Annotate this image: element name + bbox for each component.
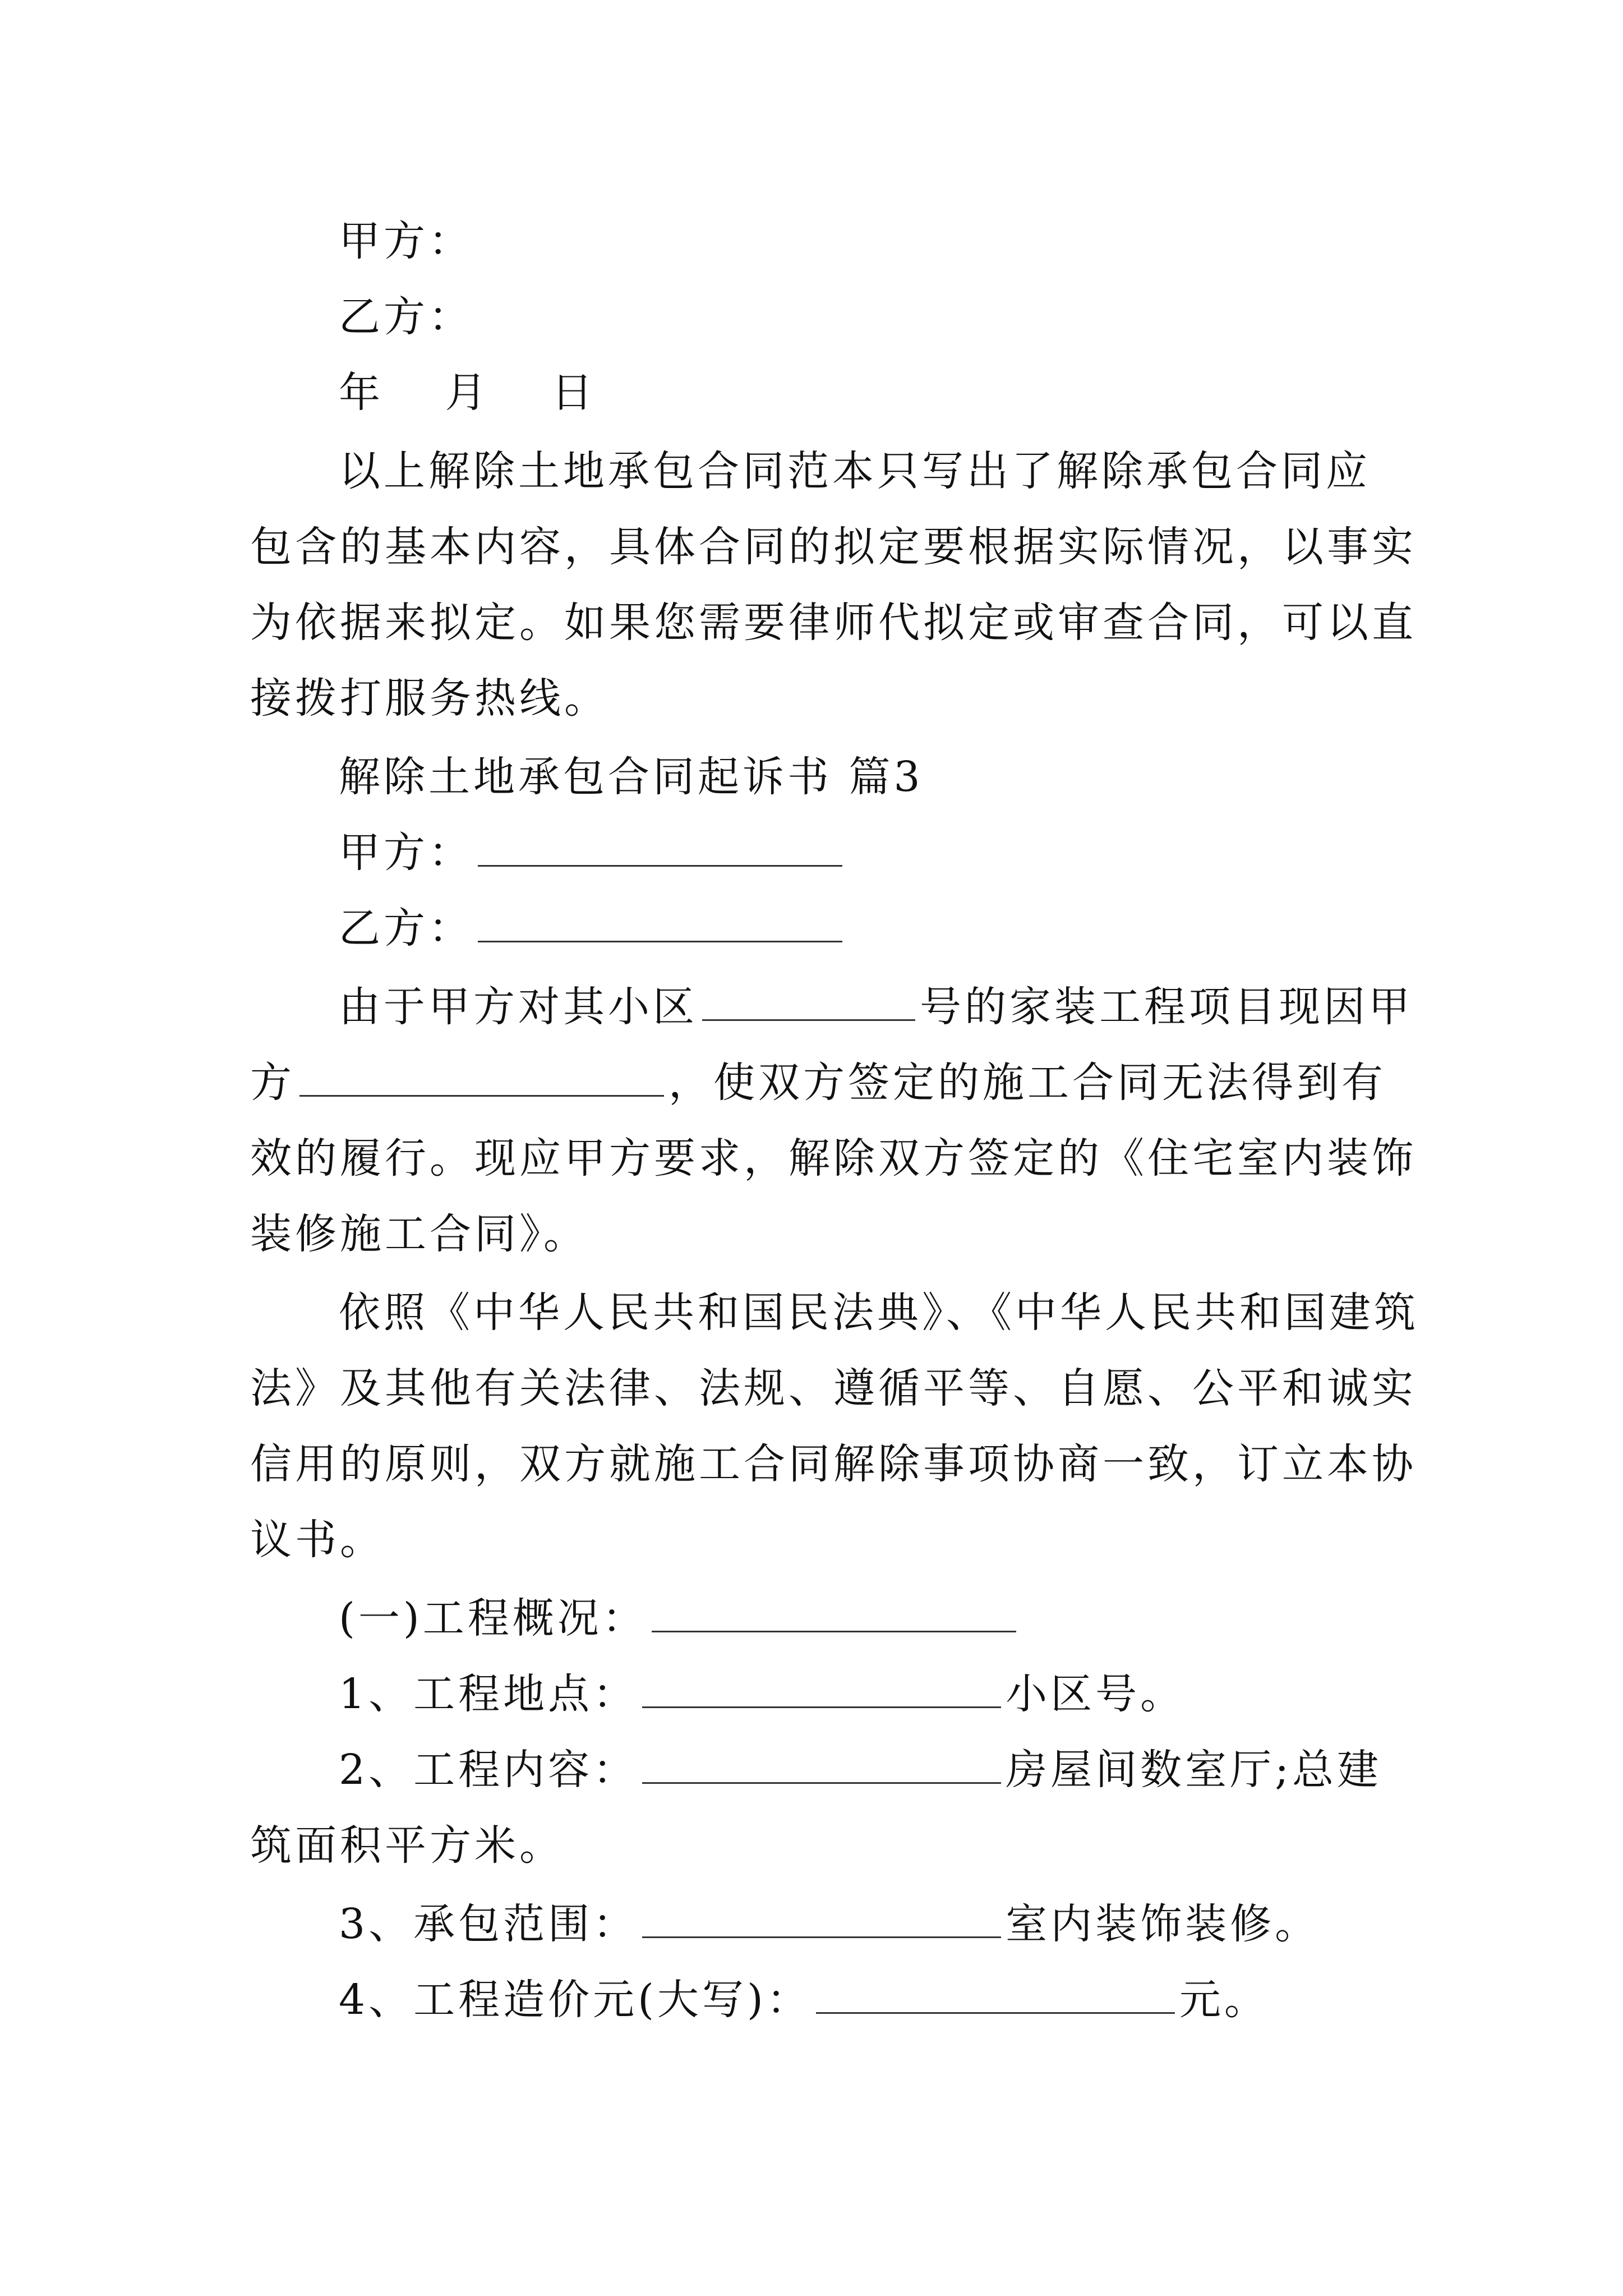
item-2-line-cont [250,1820,564,1871]
party-b-blank [478,906,842,942]
reason-line-3 [250,1133,1417,1184]
reason-line-2 [250,1057,1386,1108]
item-4-blank [816,1977,1175,2014]
party-a-blank [478,830,842,867]
community-blank [702,984,915,1021]
party-b-line [339,292,473,342]
date-line [339,367,596,418]
basis-line-2 [250,1363,1417,1414]
basis-text-2: 法》及其他有关法律、法规、遵循平等、自愿、公平和诚实 [250,1364,1417,1412]
reason-text-3: 效的履行。现应甲方要求，解除双方签定的《住宅室内装饰 [250,1134,1417,1182]
item-2-suffix: 房屋间数室厅;总建 [1006,1746,1382,1794]
item-1-label: 1、工程地点： [339,1670,638,1718]
party-a-label: 甲方： [339,217,473,265]
item-3-suffix: 室内装饰装修。 [1006,1900,1320,1948]
reason-text-1b: 号的家装工程项目现因甲 [920,983,1413,1031]
basis-line-3 [250,1439,1417,1489]
item-1-suffix: 小区号。 [1006,1670,1186,1718]
reason-blank [299,1060,664,1097]
basis-text-4: 议书。 [250,1516,385,1564]
basis-text-3: 信用的原则，双方就施工合同解除事项协商一致，订立本协 [250,1440,1417,1488]
party-b-label: 乙方： [339,293,473,341]
party-b-line-2 [339,903,847,954]
note-text-2: 包含的基本内容，具体合同的拟定要根据实际情况，以事实 [250,523,1417,571]
reason-text-2a: 方 [250,1059,295,1107]
reason-line-1 [339,982,1413,1032]
item-2-continuation: 筑面积平方米。 [250,1821,564,1870]
item-4-label: 4、工程造价元(大写)： [339,1976,811,2024]
basis-text-1: 依照《中华人民共和国民法典》、《中华人民共和国建筑 [339,1289,1419,1337]
basis-line-1 [339,1287,1419,1338]
item-1-line [339,1669,1185,1719]
item-2-line [339,1745,1382,1795]
reason-text-2b: ，使双方签定的施工合同无法得到有 [668,1059,1386,1107]
note-line-1 [339,446,1371,496]
overview-blank [652,1596,1016,1632]
section-title-text: 解除土地承包合同起诉书 篇3 [339,753,924,801]
section-title [339,752,924,802]
item-3-line [339,1899,1320,1949]
note-line-3 [250,597,1417,648]
basis-line-4 [250,1515,385,1565]
item-3-blank [642,1902,1001,1938]
overview-line [339,1593,1021,1644]
reason-text-1a: 由于甲方对其小区 [339,983,698,1031]
party-a-line-2 [339,827,847,878]
item-2-blank [642,1747,1001,1784]
item-2-label: 2、工程内容： [339,1746,638,1794]
note-text-4: 接拨打服务热线。 [250,674,609,723]
party-a-label-2: 甲方： [339,829,473,877]
date-label: 年 月 日 [339,369,597,417]
item-4-line [339,1975,1269,2025]
note-text-3: 为依据来拟定。如果您需要律师代拟定或审查合同，可以直 [250,599,1417,647]
item-3-label: 3、承包范围： [339,1900,638,1948]
reason-text-4: 装修施工合同》。 [250,1210,588,1258]
party-a-line [339,216,473,266]
item-4-suffix: 元。 [1179,1976,1269,2024]
party-b-label-2: 乙方： [339,904,473,953]
note-line-4 [250,673,609,724]
item-1-blank [642,1672,1001,1708]
overview-label: (一)工程概况： [339,1594,647,1642]
reason-line-4 [250,1209,588,1259]
note-line-2 [250,522,1417,572]
note-text-1: 以上解除土地承包合同范本只写出了解除承包合同应 [339,447,1371,495]
